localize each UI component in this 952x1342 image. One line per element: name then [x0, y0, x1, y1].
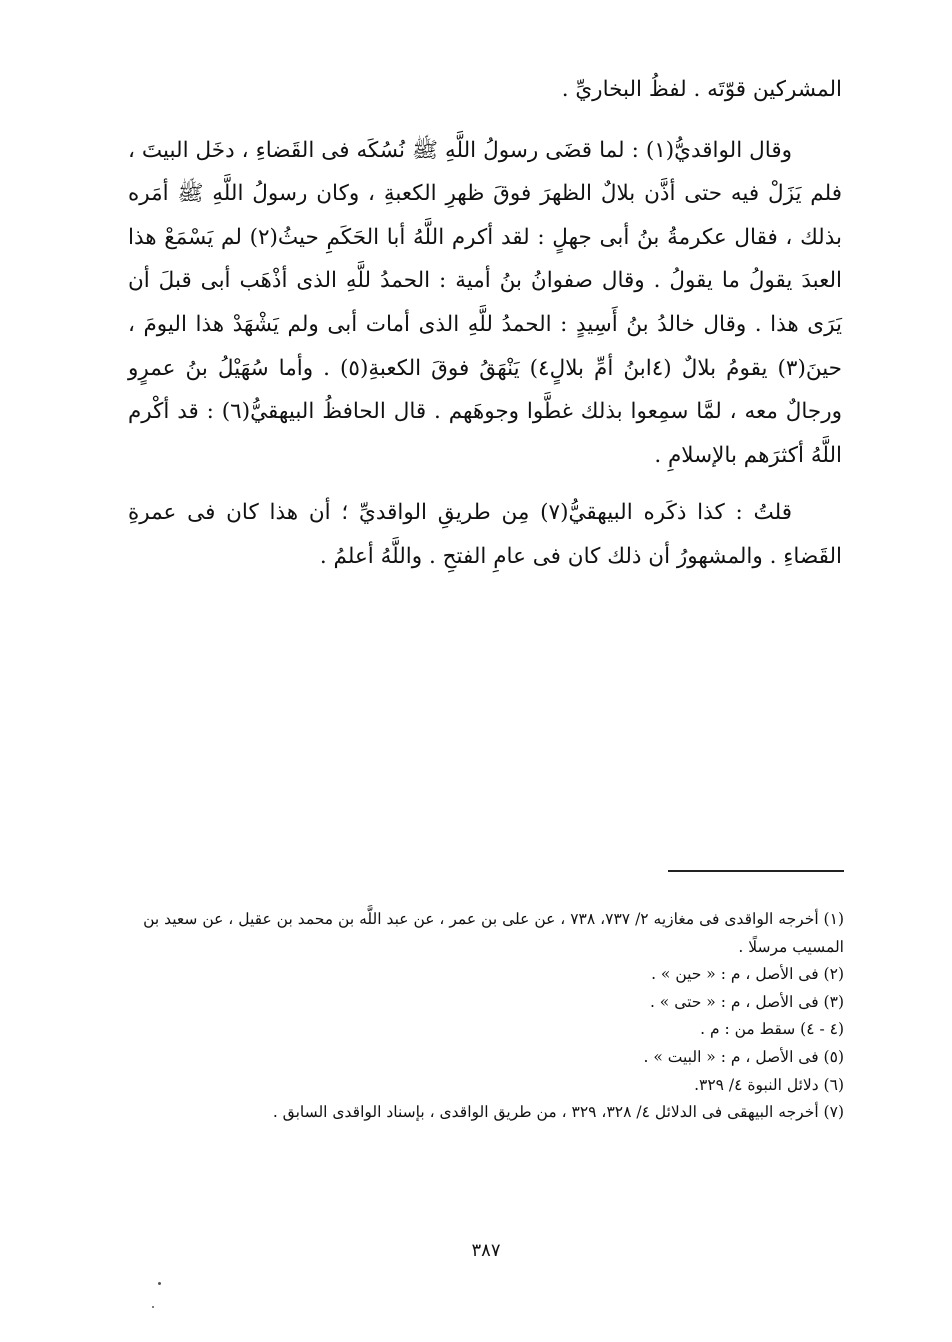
paragraph-continuation: المشركين قوّتَه . لفظُ البخاريِّ .: [561, 77, 842, 102]
footnote-2: (٢) فى الأصل ، م : « حين » .: [651, 965, 844, 984]
page-number: ٣٨٧: [471, 1240, 501, 1261]
footnote-6: (٦) دلائل النبوة ٤/ ٣٢٩.: [694, 1075, 844, 1094]
scan-speck: [158, 1282, 161, 1285]
footnote-3: (٣) فى الأصل ، م : « حتى » .: [649, 992, 844, 1011]
footnote-4: (٤ - ٤) سقط من : م .: [700, 1020, 844, 1039]
paragraph-waqidi-narration: وقال الواقديُّ(١) : لما قضَى رسولُ اللَّهِ ﷺ نُسُكَه فى القَضاءِ ، دخَل البيتَ ، فلم يَزَلْ فيه حتى أذَّن بلالٌ الظهرَ فوقَ ظهرِ الكعبةِ ، وكان رسولُ اللَّهِ ﷺ أمَره بذلك ، فقال عكرمةُ بنُ أبى جهلٍ : لقد أكرم اللَّهُ أبا الحَكَمِ حيثُ(٢) لم يَسْمَعْ هذا العبدَ يقولُ ما يقولُ . وقال صفوانُ بنُ أمية : الحمدُ للَّهِ الذى أذْهَب أبى قبلَ أن يَرَى هذا . وقال خالدُ بنُ أَسِيدٍ : الحمدُ للَّهِ الذى أمات أبى ولم يَشْهَدْ هذا اليومَ ، حينَ(٣) يقومُ بلالٌ (٤ابنُ أمِّ بلالٍ٤) يَنْهَقُ فوقَ الكعبةِ(٥) . وأما سُهَيْلُ بنُ عمرٍو ورجالٌ معه ، لمَّا سمِعوا بذلك غطَّوا وجوهَهم . قال الحافظُ البيهقيُّ(٦) : قد أكْرم اللَّهُ أكثرَهم بالإسلامِ .: [128, 137, 843, 468]
paragraph-author-comment: قلتُ : كذا ذكَره البيهقيُّ(٧) مِن طريقِ الواقديِّ ؛ أن هذا كان فى عمرةِ القَضاءِ . والمشهورُ أن ذلك كان فى عامِ الفتحِ . واللَّهُ أعلمُ .: [128, 500, 842, 569]
footnote-separator: [668, 870, 844, 872]
footnote-7: (٧) أخرجه البيهقى فى الدلائل ٤/ ٣٢٨، ٣٢٩ ، من طريق الواقدى ، بإسناد الواقدى السابق .: [272, 1103, 844, 1122]
footnote-1: (١) أخرجه الواقدى فى مغازيه ٢/ ٧٣٧، ٧٣٨ ، عن على بن عمر ، عن عبد اللَّه بن محمد بن عقيل ، عن سعيد بن المسيب مرسلًا .: [143, 910, 844, 956]
scan-speck: [152, 1306, 154, 1308]
main-text: [128, 68, 842, 579]
footnotes: [128, 906, 844, 1127]
footnote-5: (٥) فى الأصل ، م : « البيت » .: [643, 1047, 844, 1066]
